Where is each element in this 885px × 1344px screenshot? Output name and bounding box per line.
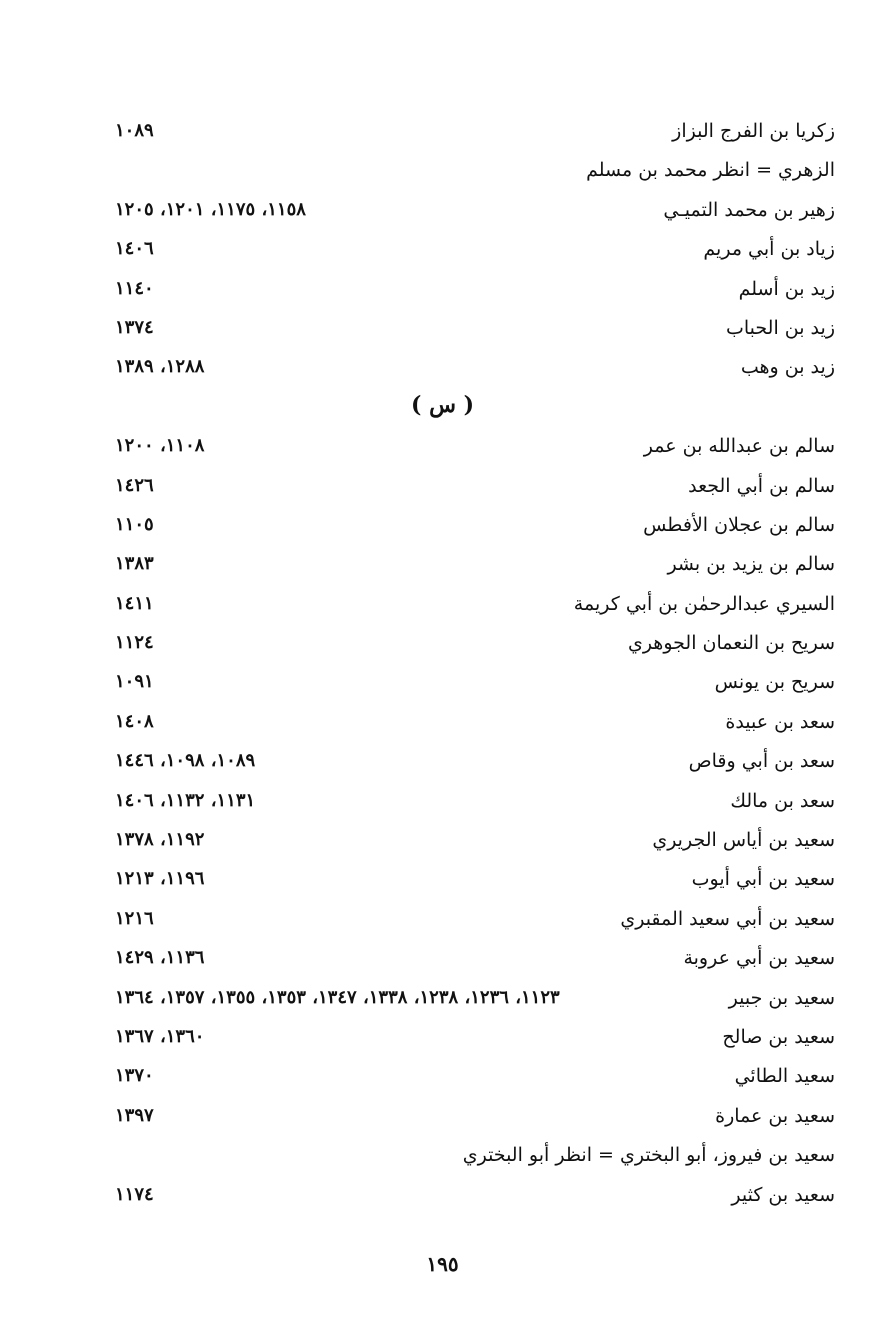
entry-pages: ١٤٢٦ [115, 474, 154, 496]
index-entry [0, 114, 885, 153]
entry-pages: ١١٤٠ [115, 277, 154, 299]
index-entry [0, 784, 885, 823]
entry-name: سعيد بن صالح [722, 1025, 835, 1048]
entry-pages: ١١٧٤ [115, 1183, 154, 1205]
index-entry [0, 350, 885, 389]
entry-name: سعيد بن أبي سعيد المقبري [620, 907, 835, 930]
entry-name: سعد بن عبيدة [725, 710, 835, 733]
entry-pages: ١٠٨٩ [115, 120, 154, 141]
index-entry [0, 1099, 885, 1138]
entry-name: سالم بن عبدالله بن عمر [643, 435, 835, 458]
section-heading-text: ( س ) [411, 391, 474, 418]
entry-pages: ١٢١٦ [115, 907, 154, 929]
entry-name: زهير بن محمد التميـي [663, 198, 835, 221]
entry-pages: ١١٩٦، ١٢١٣ [115, 868, 205, 890]
index-entry [0, 193, 885, 232]
entry-name: سعيد بن كثير [731, 1183, 835, 1206]
entry-name: سالم بن يزيد بن بشر [667, 553, 835, 576]
entry-name: سالم بن عجلان الأفطس [643, 513, 835, 536]
entry-name: سعيد الطائي [734, 1065, 835, 1088]
entry-pages: ١١٣١، ١١٣٢، ١٤٠٦ [115, 789, 256, 811]
index-entry [0, 153, 885, 192]
entry-pages: ١١٥٨، ١١٧٥، ١٢٠١، ١٢٠٥ [115, 198, 306, 220]
index-entry [0, 941, 885, 980]
entry-name: زيد بن أسلم [738, 277, 835, 300]
section-heading [0, 390, 885, 429]
entry-pages: ١٣٦٠، ١٣٦٧ [115, 1025, 205, 1047]
index-entry [0, 862, 885, 901]
entry-pages: ١٤١١ [115, 592, 154, 614]
index-entry [0, 232, 885, 271]
entry-name: سعيد بن أبي عروبة [683, 947, 835, 970]
entry-pages: ١١٩٢، ١٣٧٨ [115, 829, 205, 851]
entry-name: سعيد بن جبير [728, 986, 835, 1009]
entry-pages: ١٠٨٩، ١٠٩٨، ١٤٤٦ [115, 750, 256, 772]
entry-name: سريح بن النعمان الجوهري [627, 632, 835, 655]
entry-pages: ١٣٧٤ [115, 316, 154, 338]
index-entry [0, 311, 885, 350]
entry-name: السيري عبدالرحمٰن بن أبي كريمة [573, 592, 835, 615]
entry-name: زيد بن وهب [740, 356, 835, 379]
index-entry [0, 547, 885, 586]
entry-pages: ١١٣٦، ١٤٢٩ [115, 947, 205, 969]
index-entry [0, 823, 885, 862]
entry-name: سريح بن يونس [714, 671, 835, 694]
entry-name: زكريا بن الفرج البزاز [672, 120, 835, 142]
index-entry [0, 665, 885, 704]
index-entry [0, 1020, 885, 1059]
entry-name: سعيد بن عمارة [715, 1104, 835, 1127]
index-entry [0, 626, 885, 665]
index-entry [0, 902, 885, 941]
entry-pages: ١٣٧٠ [115, 1065, 154, 1087]
entry-name: زياد بن أبي مريم [703, 238, 835, 261]
entry-pages: ١٤٠٦ [115, 238, 154, 260]
entry-name: زيد بن الحباب [725, 316, 835, 339]
index-entry [0, 508, 885, 547]
entry-name: الزهري = انظر محمد بن مسلم [586, 159, 835, 182]
entry-pages: ١٢٨٨، ١٣٨٩ [115, 356, 205, 378]
index-entries [0, 114, 885, 1217]
entry-name: سعيد بن أياس الجريري [652, 829, 835, 852]
index-entry [0, 744, 885, 783]
index-entry [0, 272, 885, 311]
entry-name: سعيد بن فيروز، أبو البختري = انظر أبو البختري [462, 1144, 835, 1167]
entry-pages: ١١٠٨، ١٢٠٠ [115, 435, 205, 457]
entry-name: سعد بن مالك [730, 789, 835, 812]
entry-pages: ١٠٩١ [115, 671, 154, 693]
index-entry [0, 981, 885, 1020]
index-entry [0, 587, 885, 626]
index-entry [0, 705, 885, 744]
index-entry [0, 1059, 885, 1098]
index-entry [0, 429, 885, 468]
index-entry [0, 1178, 885, 1217]
entry-pages: ١١٠٥ [115, 513, 154, 535]
entry-pages: ١٣٨٣ [115, 553, 154, 575]
entry-name: سالم بن أبي الجعد [688, 474, 835, 497]
index-entry [0, 1138, 885, 1177]
page-number: ١٩٥ [426, 1252, 459, 1276]
entry-name: سعيد بن أبي أيوب [691, 868, 835, 891]
entry-pages: ١٣٩٧ [115, 1104, 154, 1126]
entry-pages: ١١٢٤ [115, 632, 154, 654]
entry-name: سعد بن أبي وقاص [688, 750, 835, 773]
entry-pages: ١٤٠٨ [115, 710, 154, 732]
index-entry [0, 469, 885, 508]
entry-pages: ١١٢٣، ١٢٣٦، ١٢٣٨، ١٣٣٨، ١٣٤٧، ١٣٥٣، ١٣٥٥، ١٣٥٧، ١٣٦٤ [115, 986, 560, 1008]
